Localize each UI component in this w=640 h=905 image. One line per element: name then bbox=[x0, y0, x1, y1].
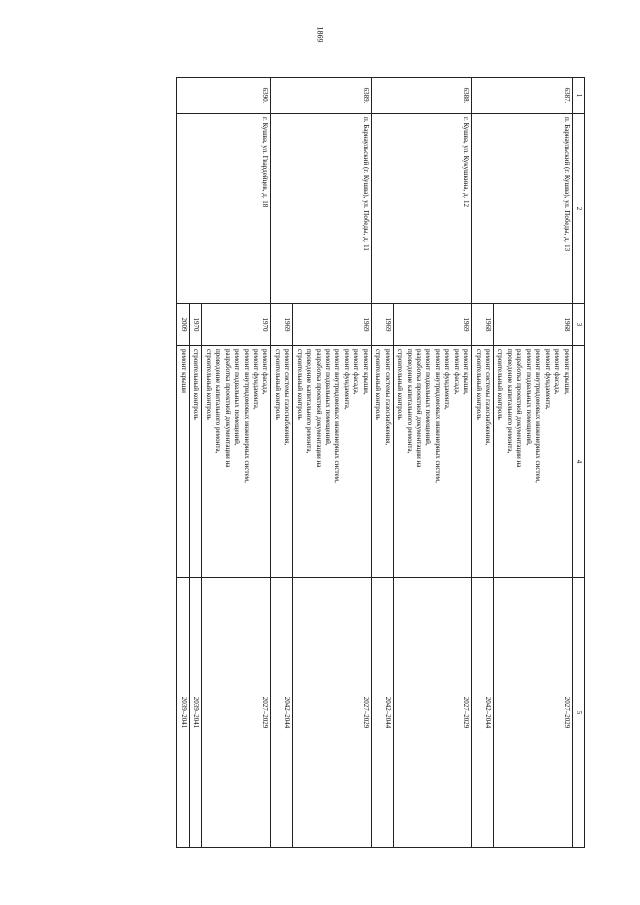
column-header: 3 bbox=[572, 304, 584, 346]
row-number: 6390. bbox=[177, 78, 271, 114]
page-number-container bbox=[308, 26, 332, 54]
repair-period: 2027–2029 bbox=[202, 578, 271, 848]
repair-work-item: строительный контроль bbox=[273, 349, 282, 420]
build-year: 1970 bbox=[202, 304, 271, 346]
repair-works bbox=[202, 346, 271, 578]
repair-work-item: разработка проектной документации на bbox=[223, 349, 232, 468]
build-year: 1969 bbox=[293, 304, 372, 346]
repair-work-item: ремонт фасада, bbox=[553, 349, 562, 395]
table-row bbox=[293, 78, 372, 848]
page-number: 1869 bbox=[315, 26, 325, 43]
rotated-table-container bbox=[85, 77, 585, 847]
repair-work-item: ремонт крыши, bbox=[361, 349, 370, 395]
repair-work-item: ремонт крыши, bbox=[562, 349, 571, 395]
repair-work-item: разработка проектной документации на bbox=[515, 349, 524, 468]
repair-work-item: ремонт подвальных помещений, bbox=[424, 349, 433, 446]
repair-work-item: ремонт системы газоснабжения, bbox=[383, 349, 392, 446]
repair-work-item: ремонт подвальных помещений, bbox=[233, 349, 242, 446]
building-address: г. Кушва, ул. Гвардейцев, д. 18 bbox=[177, 114, 271, 304]
repair-works bbox=[371, 346, 393, 578]
repair-works bbox=[189, 346, 201, 578]
repair-work-item: проведение капитального ремонта, bbox=[505, 349, 514, 454]
repair-work-item: ремонт фундамента, bbox=[443, 349, 452, 410]
repair-work-item: ремонт системы газоснабжения, bbox=[484, 349, 493, 446]
table-row bbox=[393, 78, 472, 848]
build-year: 1970 bbox=[189, 304, 201, 346]
repair-work-item: ремонт подвальных помещений, bbox=[324, 349, 333, 446]
repair-work-item: ремонт внутридомовых инженерных систем, bbox=[433, 349, 442, 483]
repair-period: 2027–2029 bbox=[293, 578, 372, 848]
repair-work-item: ремонт внутридомовых инженерных систем, bbox=[242, 349, 251, 483]
column-header: 1 bbox=[572, 78, 584, 114]
building-address: п. Барнаульский (г. Кушва), ул. Победы, д. 13 bbox=[472, 114, 572, 304]
repair-works bbox=[393, 346, 472, 578]
repair-work-item: проведение капитального ремонта, bbox=[214, 349, 223, 454]
repair-schedule-table bbox=[177, 77, 586, 848]
repair-works bbox=[271, 346, 293, 578]
repair-work-item: ремонт фасада, bbox=[261, 349, 270, 395]
repair-work-item: строительный контроль bbox=[496, 349, 505, 420]
repair-period: 2027–2029 bbox=[393, 578, 472, 848]
repair-works bbox=[177, 346, 189, 578]
repair-work-item: ремонт фасада, bbox=[352, 349, 361, 395]
repair-work-item: строительный контроль bbox=[192, 349, 201, 420]
repair-work-item: разработка проектной документации на bbox=[415, 349, 423, 468]
repair-work-item: ремонт внутридомовых инженерных систем, bbox=[534, 349, 543, 483]
column-header: 4 bbox=[572, 346, 584, 578]
build-year: 1968 bbox=[472, 304, 494, 346]
repair-work-item: ремонт фасада, bbox=[452, 349, 461, 395]
repair-work-item: ремонт фундамента, bbox=[252, 349, 260, 410]
repair-work-item: ремонт крыши, bbox=[462, 349, 471, 395]
repair-period: 2042–2044 bbox=[271, 578, 293, 848]
repair-works bbox=[293, 346, 372, 578]
column-header: 5 bbox=[572, 578, 584, 848]
repair-work-item: строительный контроль bbox=[374, 349, 383, 420]
table-body bbox=[177, 78, 572, 848]
repair-period: 2039–2041 bbox=[177, 578, 189, 848]
table-row bbox=[494, 78, 573, 848]
build-year: 1969 bbox=[271, 304, 293, 346]
repair-work-item: ремонт фундамента, bbox=[543, 349, 552, 410]
build-year: 1968 bbox=[494, 304, 573, 346]
column-number-row bbox=[572, 78, 584, 848]
repair-work-item: проведение капитального ремонта, bbox=[305, 349, 314, 454]
repair-period: 2039–2041 bbox=[189, 578, 201, 848]
repair-work-item: ремонт внутридомовых инженерных систем, bbox=[333, 349, 342, 483]
repair-works bbox=[472, 346, 494, 578]
repair-work-item: строительный контроль bbox=[204, 349, 213, 420]
row-number: 6388. bbox=[371, 78, 471, 114]
repair-work-item: ремонт крыши bbox=[179, 349, 188, 393]
repair-work-item: ремонт фундамента, bbox=[342, 349, 351, 410]
row-number: 6389. bbox=[271, 78, 371, 114]
repair-work-item: разработка проектной документации на bbox=[314, 349, 323, 468]
repair-work-item: ремонт системы газоснабжения, bbox=[283, 349, 292, 446]
table-row bbox=[202, 78, 271, 848]
build-year: 2009 bbox=[177, 304, 189, 346]
building-address: п. Барнаульский (г. Кушва), ул. Победы, д. 11 bbox=[271, 114, 371, 304]
repair-period: 2027–2029 bbox=[494, 578, 573, 848]
repair-work-item: строительный контроль bbox=[396, 349, 405, 420]
building-address: г. Кушва, ул. Кукушкина, д. 12 bbox=[371, 114, 471, 304]
repair-work-item: ремонт подвальных помещений, bbox=[524, 349, 533, 446]
repair-period: 2042–2044 bbox=[371, 578, 393, 848]
column-header: 2 bbox=[572, 114, 584, 304]
repair-work-item: проведение капитального ремонта, bbox=[405, 349, 414, 454]
row-number: 6387. bbox=[472, 78, 572, 114]
build-year: 1969 bbox=[371, 304, 393, 346]
repair-work-item: строительный контроль bbox=[295, 349, 304, 420]
repair-period: 2042–2044 bbox=[472, 578, 494, 848]
repair-work-item: строительный контроль bbox=[474, 349, 483, 420]
repair-works bbox=[494, 346, 573, 578]
build-year: 1969 bbox=[393, 304, 472, 346]
